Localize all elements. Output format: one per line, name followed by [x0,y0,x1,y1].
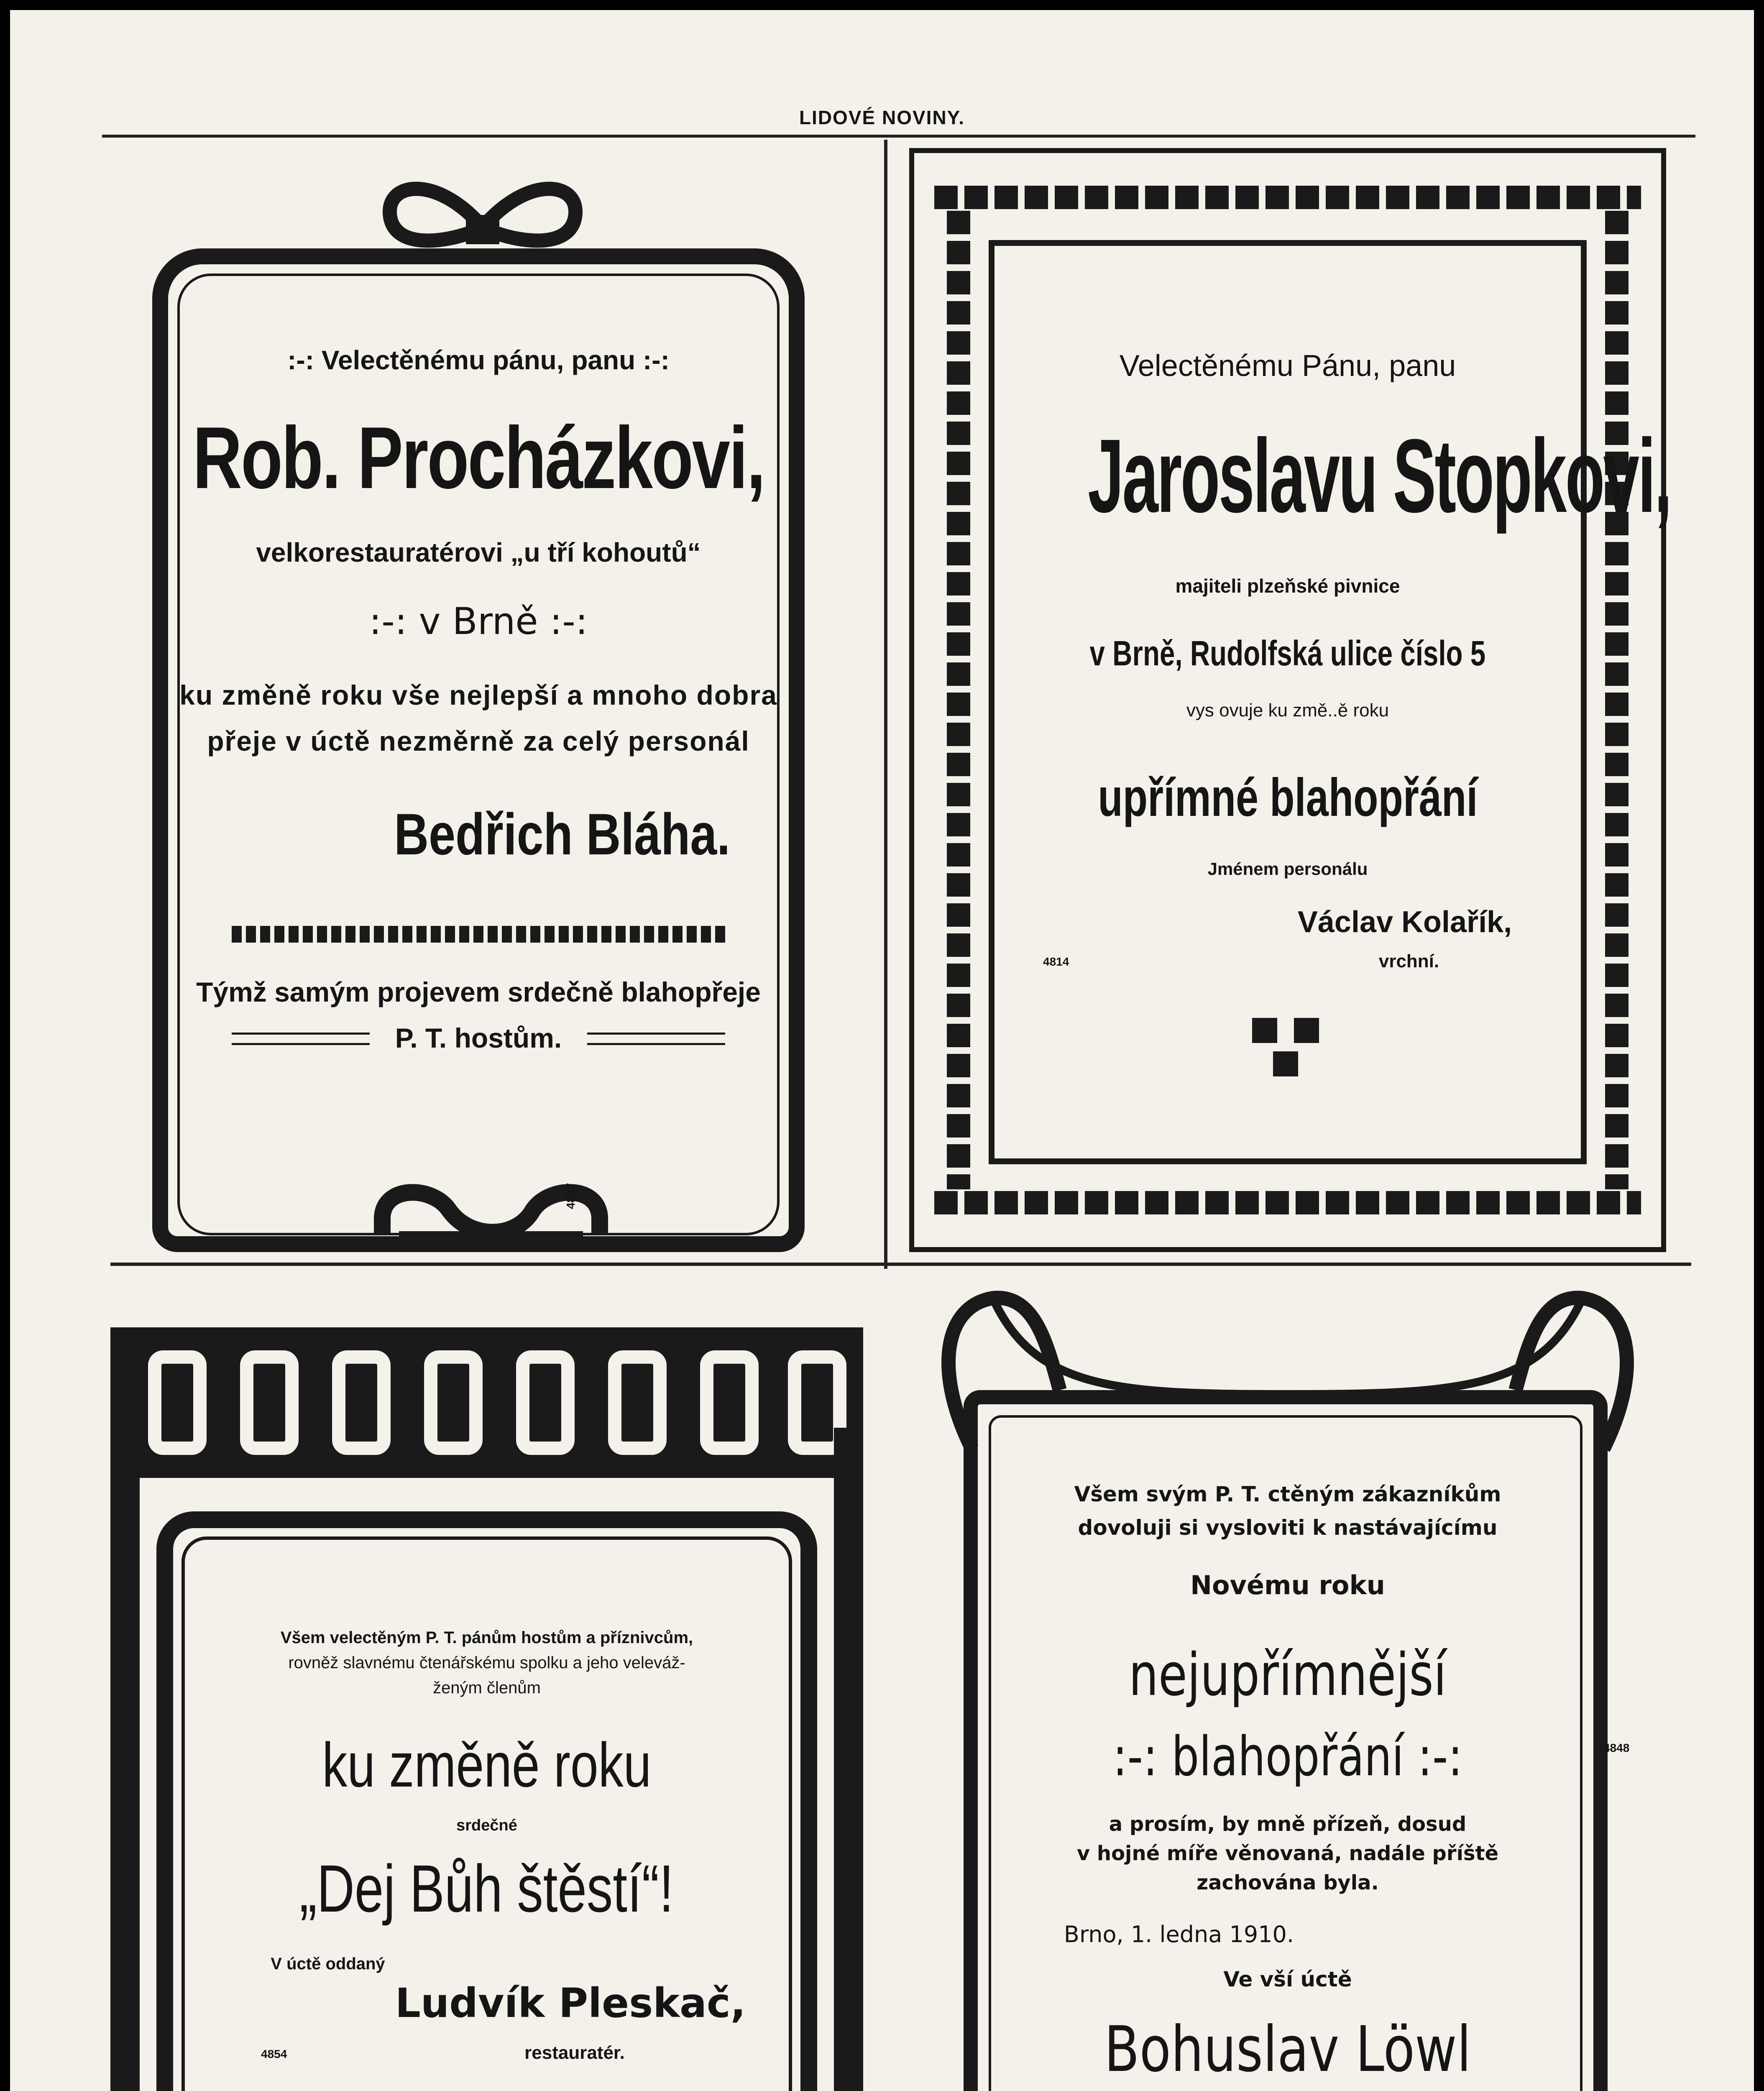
greeting-intro: vys ovuje ku změ..ě roku [1186,700,1389,721]
intro-line-2: rovněž slavnému čtenářskému spolku a jeho veleváž- [288,1654,685,1672]
greeting: „Dej Bůh štěstí“! [299,1851,674,1926]
recipient-name: Jaroslavu Stopkovi, [1088,417,1671,534]
wave-ornament [374,1168,608,1252]
top-rule [102,135,1695,138]
merchant-name: Bohuslav Löwl [1104,2013,1471,2086]
signature: Václav Kolařík, [1297,905,1512,939]
salutation: Velectěnému Pánu, panu [1119,349,1456,383]
ad-number: 4817 [564,1183,578,1209]
mark-square-right [1294,1018,1319,1043]
column-divider [884,140,887,1269]
mark-square-bottom [1273,1051,1298,1076]
ornamental-band [232,926,725,943]
top-chain-band [110,1327,863,1478]
recipient-title: majiteli plzeňské pivnice [1175,575,1400,597]
recipient-title: velkorestauratérovi „u tří kohoutů“ [256,537,701,567]
heartfelt: srdečné [456,1817,517,1834]
headline-1: nejupřímnější [1129,1641,1447,1709]
top-checker-band [934,186,1641,209]
wish-line-2: přeje v úctě nezměrně za celý personál [207,726,750,757]
double-rule-right [587,1033,725,1045]
advertisement-lowl [909,1281,1666,2091]
advertisement-stopka [909,148,1671,1252]
masthead: LIDOVÉ NOVINY. [799,107,965,128]
headline-2: :-: blahopřání :-: [1112,1725,1463,1788]
salutation: :-: Velectěnému pánu, panu :-: [287,345,670,375]
wish-line-1: ku změně roku vše nejlepší a mnoho dobra [179,680,777,711]
place: :-: v Brně :-: [369,600,588,643]
intro-line-1: Všem velectěným P. T. pánům hostům a příznivcům, [280,1628,693,1647]
row-divider [110,1263,1691,1266]
ad-number: 4848 [1603,1741,1630,1754]
advertisement-pleskac [110,1277,863,2091]
signature: Bedřich Bláha. [394,801,730,867]
signature-role: vrchní. [1378,951,1439,971]
newspaper-page [10,10,1754,2091]
second-wish: Týmž samým projevem srdečně blahopřeje [196,976,761,1007]
address: v Brně, Rudolfská ulice číslo 5 [1089,634,1486,673]
body-line-1: a prosím, by mně přízeň, dosud [1109,1812,1467,1836]
intro-line-2: dovoluji si vysloviti k nastávajícímu [1078,1516,1498,1540]
ad-number: 4814 [1043,955,1069,968]
new-year: Novému roku [1190,1570,1385,1600]
on-behalf: Jménem personálu [1207,859,1368,879]
headline: ku změně roku [322,1730,652,1800]
date-line: Brno, 1. ledna 1910. [1064,1921,1294,1948]
intro-line-1: Všem svým P. T. ctěným zákazníkům [1074,1482,1501,1506]
recipient-name: Rob. Procházkovi, [192,409,764,507]
ad-number: 4854 [261,2048,287,2060]
greeting: upřímné blahopřání [1097,768,1478,828]
signature-role: restauratér. [524,2042,625,2063]
body-line-3: zachována byla. [1196,1871,1379,1894]
body-line-2: v hojné míře věnovaná, nadále příště [1076,1842,1499,1865]
signature: Ludvík Pleskač, [395,1980,746,2027]
respect-line: Ve vší úctě [1223,1967,1352,1991]
mark-square-left [1252,1018,1277,1043]
advertisement-prochazka [106,148,851,1252]
respect-line: V úctě oddaný [271,1955,385,1973]
guests-line: P. T. hostům. [395,1022,562,1053]
intro-line-3: ženým členům [433,1679,541,1697]
bottom-checker-band [934,1191,1641,1214]
